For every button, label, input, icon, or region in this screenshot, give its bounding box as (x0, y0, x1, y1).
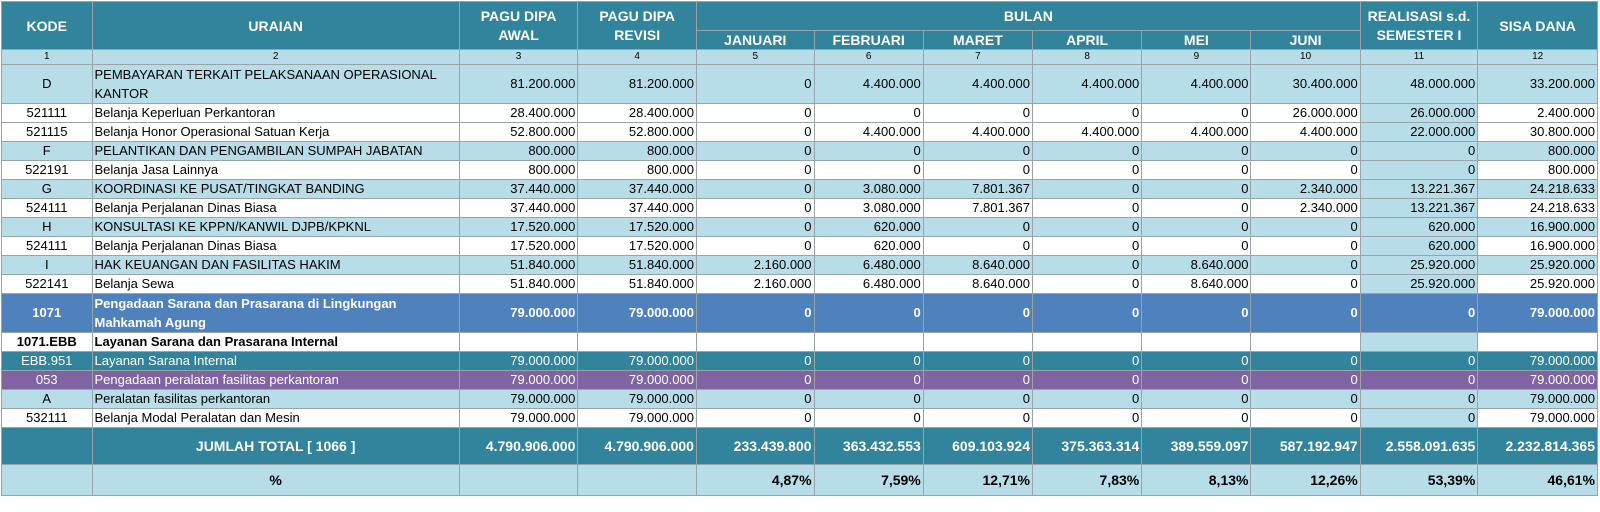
uraian-cell: Belanja Jasa Lainnya (92, 161, 459, 180)
pagu-awal-cell: 79.000.000 (459, 371, 578, 390)
sisa-dana-cell: 79.000.000 (1478, 390, 1598, 409)
uraian-cell: PEMBAYARAN TERKAIT PELAKSANAAN OPERASIONAL KANTOR (92, 65, 459, 104)
sisa-dana-cell: 79.000.000 (1478, 294, 1598, 333)
sisa-dana-cell: 25.920.000 (1478, 256, 1598, 275)
month-value-cell: 8.640.000 (923, 256, 1032, 275)
pagu-revisi-cell: 52.800.000 (578, 123, 697, 142)
percent-month-value: 7,83% (1033, 465, 1142, 496)
month-value-cell: 0 (1251, 256, 1360, 275)
kode-cell: 532111 (2, 409, 93, 428)
month-value-cell (814, 333, 923, 352)
table-row (2, 237, 1598, 256)
month-header-mei: MEI (1142, 31, 1251, 50)
month-value-cell: 0 (696, 352, 814, 371)
percent-sisa-dana: 46,61% (1478, 465, 1598, 496)
month-value-cell: 0 (1251, 352, 1360, 371)
month-value-cell: 0 (1033, 142, 1142, 161)
month-value-cell: 0 (923, 371, 1032, 390)
total-month-value: 363.432.553 (814, 428, 923, 465)
month-value-cell: 8.640.000 (1142, 275, 1251, 294)
percent-month-value: 7,59% (814, 465, 923, 496)
table-row (2, 371, 1598, 390)
month-value-cell: 2.160.000 (696, 275, 814, 294)
month-value-cell: 0 (923, 352, 1032, 371)
month-value-cell: 0 (1142, 199, 1251, 218)
table-row (2, 390, 1598, 409)
month-value-cell: 4.400.000 (1033, 123, 1142, 142)
pagu-revisi-cell: 17.520.000 (578, 218, 697, 237)
percent-row (2, 465, 1598, 496)
table-row (2, 199, 1598, 218)
month-value-cell: 0 (696, 142, 814, 161)
month-value-cell: 4.400.000 (814, 65, 923, 104)
month-value-cell: 0 (1033, 390, 1142, 409)
month-value-cell: 0 (923, 161, 1032, 180)
month-value-cell: 7.801.367 (923, 199, 1032, 218)
pagu-awal-cell: 37.440.000 (459, 199, 578, 218)
percent-month-value: 12,26% (1251, 465, 1360, 496)
column-number: 1 (2, 50, 93, 65)
kode-cell: I (2, 256, 93, 275)
kode-cell: 1071.EBB (2, 333, 93, 352)
pagu-awal-cell: 28.400.000 (459, 104, 578, 123)
month-value-cell: 4.400.000 (1251, 123, 1360, 142)
sisa-dana-cell: 16.900.000 (1478, 237, 1598, 256)
kode-cell: 524111 (2, 237, 93, 256)
realisasi-cell: 26.000.000 (1360, 104, 1478, 123)
month-value-cell: 0 (1033, 371, 1142, 390)
month-value-cell: 0 (1033, 199, 1142, 218)
kode-cell: F (2, 142, 93, 161)
month-value-cell: 4.400.000 (1142, 65, 1251, 104)
pagu-revisi-cell: 800.000 (578, 161, 697, 180)
sisa-dana-cell: 800.000 (1478, 142, 1598, 161)
realisasi-cell: 48.000.000 (1360, 65, 1478, 104)
table-row (2, 123, 1598, 142)
pagu-awal-cell: 800.000 (459, 161, 578, 180)
realisasi-cell: 0 (1360, 161, 1478, 180)
uraian-cell: Belanja Perjalanan Dinas Biasa (92, 237, 459, 256)
month-header-juni: JUNI (1251, 31, 1360, 50)
header-uraian: URAIAN (92, 2, 459, 50)
month-value-cell: 0 (696, 237, 814, 256)
pagu-revisi-cell: 28.400.000 (578, 104, 697, 123)
pagu-revisi-cell (578, 333, 697, 352)
month-value-cell: 0 (1142, 294, 1251, 333)
month-value-cell: 4.400.000 (1142, 123, 1251, 142)
realisasi-cell: 13.221.367 (1360, 180, 1478, 199)
realisasi-cell: 0 (1360, 142, 1478, 161)
month-value-cell (1251, 333, 1360, 352)
month-value-cell: 0 (923, 218, 1032, 237)
month-value-cell (923, 333, 1032, 352)
table-row (2, 218, 1598, 237)
month-value-cell: 0 (696, 218, 814, 237)
month-value-cell: 0 (1142, 104, 1251, 123)
sisa-dana-cell: 25.920.000 (1478, 275, 1598, 294)
sisa-dana-cell: 79.000.000 (1478, 371, 1598, 390)
month-value-cell: 4.400.000 (923, 123, 1032, 142)
table-row (2, 104, 1598, 123)
pagu-revisi-cell: 17.520.000 (578, 237, 697, 256)
kode-cell: 524111 (2, 199, 93, 218)
month-value-cell: 4.400.000 (814, 123, 923, 142)
sisa-dana-cell: 2.400.000 (1478, 104, 1598, 123)
month-value-cell: 0 (1142, 409, 1251, 428)
month-value-cell: 0 (1251, 161, 1360, 180)
month-value-cell: 0 (1251, 294, 1360, 333)
column-number: 7 (923, 50, 1032, 65)
pagu-revisi-cell: 81.200.000 (578, 65, 697, 104)
pagu-awal-cell: 81.200.000 (459, 65, 578, 104)
table-row (2, 256, 1598, 275)
total-month-value: 587.192.947 (1251, 428, 1360, 465)
kode-cell: 053 (2, 371, 93, 390)
month-value-cell: 0 (696, 65, 814, 104)
sisa-dana-cell: 79.000.000 (1478, 352, 1598, 371)
realisasi-cell (1360, 333, 1478, 352)
pagu-revisi-cell: 79.000.000 (578, 371, 697, 390)
column-number: 8 (1033, 50, 1142, 65)
month-value-cell: 0 (814, 409, 923, 428)
total-month-value: 389.559.097 (1142, 428, 1251, 465)
month-value-cell: 3.080.000 (814, 180, 923, 199)
month-header-februari: FEBRUARI (814, 31, 923, 50)
pagu-awal-cell: 51.840.000 (459, 275, 578, 294)
percent-pagu-revisi (578, 465, 697, 496)
percent-label: % (92, 465, 459, 496)
percent-month-value: 4,87% (696, 465, 814, 496)
realisasi-cell: 0 (1360, 409, 1478, 428)
pagu-revisi-cell: 800.000 (578, 142, 697, 161)
month-value-cell: 0 (696, 294, 814, 333)
uraian-cell: Layanan Sarana dan Prasarana Internal (92, 333, 459, 352)
pagu-awal-cell: 79.000.000 (459, 352, 578, 371)
month-value-cell: 4.400.000 (1033, 65, 1142, 104)
header-kode: KODE (2, 2, 93, 50)
sisa-dana-cell: 24.218.633 (1478, 180, 1598, 199)
pagu-awal-cell: 37.440.000 (459, 180, 578, 199)
percent-month-value: 12,71% (923, 465, 1032, 496)
month-value-cell: 0 (696, 199, 814, 218)
month-header-april: APRIL (1033, 31, 1142, 50)
column-number: 9 (1142, 50, 1251, 65)
month-value-cell: 3.080.000 (814, 199, 923, 218)
uraian-cell: PELANTIKAN DAN PENGAMBILAN SUMPAH JABATAN (92, 142, 459, 161)
header-sisa-dana: SISA DANA (1478, 2, 1598, 50)
month-value-cell: 0 (1033, 275, 1142, 294)
pagu-awal-cell: 52.800.000 (459, 123, 578, 142)
total-pagu-revisi: 4.790.906.000 (578, 428, 697, 465)
month-value-cell: 0 (696, 180, 814, 199)
pagu-awal-cell: 51.840.000 (459, 256, 578, 275)
kode-cell: H (2, 218, 93, 237)
month-value-cell: 0 (1251, 390, 1360, 409)
realisasi-cell: 0 (1360, 294, 1478, 333)
month-value-cell: 0 (696, 104, 814, 123)
month-value-cell: 30.400.000 (1251, 65, 1360, 104)
realisasi-cell: 620.000 (1360, 237, 1478, 256)
kode-cell: 522191 (2, 161, 93, 180)
month-value-cell: 0 (814, 142, 923, 161)
month-value-cell: 0 (923, 104, 1032, 123)
realisasi-cell: 0 (1360, 352, 1478, 371)
column-number: 6 (814, 50, 923, 65)
month-value-cell: 0 (814, 294, 923, 333)
uraian-cell: KOORDINASI KE PUSAT/TINGKAT BANDING (92, 180, 459, 199)
realisasi-cell: 0 (1360, 390, 1478, 409)
month-value-cell: 0 (814, 390, 923, 409)
total-sisa-dana: 2.232.814.365 (1478, 428, 1598, 465)
column-number: 11 (1360, 50, 1478, 65)
column-number: 4 (578, 50, 697, 65)
uraian-cell: Belanja Perjalanan Dinas Biasa (92, 199, 459, 218)
header-bulan: BULAN (696, 2, 1360, 31)
uraian-cell: KONSULTASI KE KPPN/KANWIL DJPB/KPKNL (92, 218, 459, 237)
table-row (2, 294, 1598, 333)
month-value-cell: 0 (1142, 237, 1251, 256)
month-value-cell: 2.160.000 (696, 256, 814, 275)
table-row (2, 161, 1598, 180)
kode-cell: 521111 (2, 104, 93, 123)
total-month-value: 233.439.800 (696, 428, 814, 465)
pagu-awal-cell: 79.000.000 (459, 294, 578, 333)
month-value-cell: 0 (1251, 218, 1360, 237)
column-number: 10 (1251, 50, 1360, 65)
month-value-cell: 6.480.000 (814, 256, 923, 275)
month-value-cell: 0 (814, 371, 923, 390)
month-value-cell: 0 (1251, 237, 1360, 256)
realisasi-cell: 25.920.000 (1360, 256, 1478, 275)
sisa-dana-cell: 30.800.000 (1478, 123, 1598, 142)
month-value-cell: 2.340.000 (1251, 180, 1360, 199)
pagu-revisi-cell: 51.840.000 (578, 256, 697, 275)
table-row (2, 65, 1598, 104)
sisa-dana-cell: 800.000 (1478, 161, 1598, 180)
month-value-cell: 0 (1033, 161, 1142, 180)
pagu-revisi-cell: 79.000.000 (578, 390, 697, 409)
kode-cell: D (2, 65, 93, 104)
realisasi-cell: 0 (1360, 371, 1478, 390)
month-value-cell (696, 333, 814, 352)
sisa-dana-cell: 16.900.000 (1478, 218, 1598, 237)
header-pagu-awal: PAGU DIPA AWAL (459, 2, 578, 50)
total-realisasi: 2.558.091.635 (1360, 428, 1478, 465)
month-value-cell: 0 (1142, 390, 1251, 409)
table-row (2, 142, 1598, 161)
month-value-cell: 0 (1033, 352, 1142, 371)
month-value-cell (1142, 333, 1251, 352)
total-kode-cell (2, 428, 93, 465)
pagu-awal-cell: 800.000 (459, 142, 578, 161)
month-value-cell: 7.801.367 (923, 180, 1032, 199)
month-value-cell: 0 (1033, 237, 1142, 256)
header-pagu-revisi: PAGU DIPA REVISI (578, 2, 697, 50)
month-value-cell: 0 (1033, 294, 1142, 333)
uraian-cell: Pengadaan Sarana dan Prasarana di Lingkungan Mahkamah Agung (92, 294, 459, 333)
pagu-awal-cell: 79.000.000 (459, 409, 578, 428)
sisa-dana-cell: 24.218.633 (1478, 199, 1598, 218)
month-value-cell: 0 (1251, 371, 1360, 390)
kode-cell: A (2, 390, 93, 409)
month-value-cell: 0 (696, 390, 814, 409)
pagu-awal-cell (459, 333, 578, 352)
table-row (2, 409, 1598, 428)
pagu-awal-cell: 17.520.000 (459, 237, 578, 256)
month-value-cell: 620.000 (814, 218, 923, 237)
sisa-dana-cell: 33.200.000 (1478, 65, 1598, 104)
month-value-cell: 0 (1033, 218, 1142, 237)
realisasi-cell: 13.221.367 (1360, 199, 1478, 218)
month-value-cell: 26.000.000 (1251, 104, 1360, 123)
uraian-cell: Layanan Sarana Internal (92, 352, 459, 371)
month-value-cell: 0 (923, 390, 1032, 409)
total-row (2, 428, 1598, 465)
total-pagu-awal: 4.790.906.000 (459, 428, 578, 465)
month-value-cell: 0 (923, 294, 1032, 333)
realisasi-cell: 25.920.000 (1360, 275, 1478, 294)
month-value-cell: 620.000 (814, 237, 923, 256)
month-value-cell: 0 (696, 409, 814, 428)
month-value-cell: 0 (696, 123, 814, 142)
kode-cell: G (2, 180, 93, 199)
realisasi-cell: 22.000.000 (1360, 123, 1478, 142)
month-value-cell: 0 (1142, 161, 1251, 180)
table-row (2, 333, 1598, 352)
table-row (2, 275, 1598, 294)
percent-month-value: 8,13% (1142, 465, 1251, 496)
header-realisasi: REALISASI s.d. SEMESTER I (1360, 2, 1478, 50)
total-month-value: 609.103.924 (923, 428, 1032, 465)
column-number: 5 (696, 50, 814, 65)
month-value-cell: 8.640.000 (1142, 256, 1251, 275)
table-row (2, 180, 1598, 199)
month-value-cell: 4.400.000 (923, 65, 1032, 104)
sisa-dana-cell (1478, 333, 1598, 352)
table-row (2, 352, 1598, 371)
uraian-cell: Peralatan fasilitas perkantoran (92, 390, 459, 409)
month-value-cell: 0 (1142, 352, 1251, 371)
month-value-cell: 0 (1033, 409, 1142, 428)
month-value-cell: 0 (814, 104, 923, 123)
total-month-value: 375.363.314 (1033, 428, 1142, 465)
pagu-revisi-cell: 37.440.000 (578, 199, 697, 218)
month-value-cell: 0 (923, 409, 1032, 428)
month-value-cell: 0 (1251, 142, 1360, 161)
pagu-revisi-cell: 79.000.000 (578, 294, 697, 333)
month-value-cell: 0 (923, 142, 1032, 161)
sisa-dana-cell: 79.000.000 (1478, 409, 1598, 428)
month-value-cell: 0 (1142, 180, 1251, 199)
month-value-cell: 0 (1142, 142, 1251, 161)
realisasi-cell: 620.000 (1360, 218, 1478, 237)
month-value-cell: 0 (1142, 371, 1251, 390)
column-number: 3 (459, 50, 578, 65)
month-value-cell: 0 (1033, 104, 1142, 123)
total-label: JUMLAH TOTAL [ 1066 ] (92, 428, 459, 465)
month-value-cell: 2.340.000 (1251, 199, 1360, 218)
month-value-cell: 8.640.000 (923, 275, 1032, 294)
month-value-cell: 0 (1033, 180, 1142, 199)
budget-realization-table (1, 1, 1598, 496)
month-value-cell (1033, 333, 1142, 352)
month-value-cell: 0 (1251, 275, 1360, 294)
pagu-revisi-cell: 79.000.000 (578, 352, 697, 371)
pagu-awal-cell: 79.000.000 (459, 390, 578, 409)
uraian-cell: HAK KEUANGAN DAN FASILITAS HAKIM (92, 256, 459, 275)
uraian-cell: Belanja Honor Operasional Satuan Kerja (92, 123, 459, 142)
kode-cell: 522141 (2, 275, 93, 294)
month-value-cell: 6.480.000 (814, 275, 923, 294)
month-value-cell: 0 (814, 352, 923, 371)
percent-realisasi: 53,39% (1360, 465, 1478, 496)
month-header-januari: JANUARI (696, 31, 814, 50)
month-value-cell: 0 (923, 237, 1032, 256)
kode-cell: 1071 (2, 294, 93, 333)
month-value-cell: 0 (696, 371, 814, 390)
percent-kode-cell (2, 465, 93, 496)
kode-cell: 521115 (2, 123, 93, 142)
pagu-awal-cell: 17.520.000 (459, 218, 578, 237)
column-number: 12 (1478, 50, 1598, 65)
percent-pagu-awal (459, 465, 578, 496)
uraian-cell: Belanja Modal Peralatan dan Mesin (92, 409, 459, 428)
uraian-cell: Belanja Sewa (92, 275, 459, 294)
pagu-revisi-cell: 79.000.000 (578, 409, 697, 428)
pagu-revisi-cell: 51.840.000 (578, 275, 697, 294)
month-value-cell: 0 (1142, 218, 1251, 237)
kode-cell: EBB.951 (2, 352, 93, 371)
column-number: 2 (92, 50, 459, 65)
month-value-cell: 0 (1033, 256, 1142, 275)
month-value-cell: 0 (814, 161, 923, 180)
uraian-cell: Belanja Keperluan Perkantoran (92, 104, 459, 123)
month-value-cell: 0 (1251, 409, 1360, 428)
month-value-cell: 0 (696, 161, 814, 180)
pagu-revisi-cell: 37.440.000 (578, 180, 697, 199)
uraian-cell: Pengadaan peralatan fasilitas perkantoran (92, 371, 459, 390)
month-header-maret: MARET (923, 31, 1032, 50)
